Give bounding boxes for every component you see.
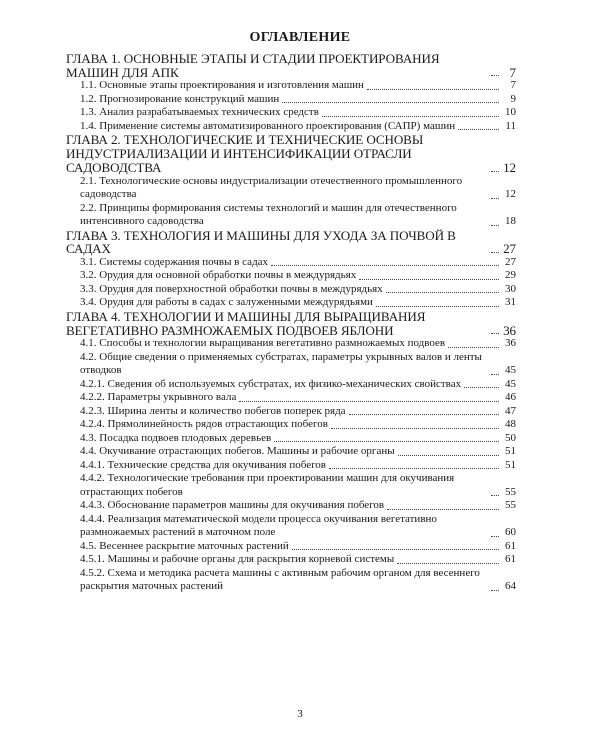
toc-entry-page: 64 [505, 580, 516, 593]
toc-entry-label: ГЛАВА 1. ОСНОВНЫЕ ЭТАПЫ И СТАДИИ ПРОЕКТИРОВАНИЯ МАШИН ДЛЯ АПК [66, 51, 440, 80]
toc-chapter-entry [66, 229, 516, 256]
toc-entry-label: 4.4.4. Реализация математической модели процесса окучивания вегетативно размножаемых растений в маточном поле [80, 512, 437, 539]
toc-dot-leader [282, 102, 499, 103]
toc-section-entry [66, 202, 516, 229]
toc-dot-leader [491, 198, 499, 199]
toc-entry-page: 55 [505, 485, 516, 498]
toc-entry-label: 4.5.2. Схема и методика расчета машины с активным рабочим органом для весеннего раскрытия маточных растений [80, 566, 480, 593]
toc-section-entry [66, 445, 516, 459]
toc-entry-label: 4.2.4. Прямолинейность рядов отрастающих побегов [80, 418, 328, 431]
toc-dot-leader [376, 306, 499, 307]
toc-entry-label: 2.2. Принципы формирования системы технологий и машин для отечественного интенсивного садоводства [80, 201, 457, 228]
toc-entry-page: 36 [505, 337, 516, 350]
toc-dot-leader [491, 333, 499, 334]
toc-entry-page: 27 [503, 241, 516, 257]
toc-entry-page: 47 [505, 404, 516, 417]
toc-dot-leader [491, 590, 499, 591]
toc-dot-leader [331, 428, 499, 429]
toc-section-entry [66, 418, 516, 432]
toc-section-entry [66, 378, 516, 392]
toc-dot-leader [359, 279, 499, 280]
toc-entry-page: 7 [510, 79, 516, 92]
toc-chapter-entry [66, 310, 516, 337]
toc-dot-leader [387, 509, 499, 510]
toc-dot-leader [322, 116, 499, 117]
toc-entry-label: 3.3. Орудия для поверхностной обработки почвы в междурядьях [80, 282, 383, 295]
toc-entry-page: 50 [505, 431, 516, 444]
toc-entry-label: 2.1. Технологические основы индустриализации отечественного промышленного садоводства [80, 174, 463, 201]
toc-dot-leader [271, 265, 499, 266]
toc-entry-label: 4.3. Посадка подвоев плодовых деревьев [80, 431, 272, 444]
toc-entry-page: 46 [505, 391, 516, 404]
toc-dot-leader [458, 129, 499, 130]
toc-entry-label: 4.2.3. Ширина ленты и количество побегов поперек ряда [80, 404, 346, 417]
toc-entry-label: 3.1. Системы содержания почвы в садах [80, 255, 269, 268]
toc-title: ОГЛАВЛЕНИЕ [249, 30, 351, 45]
toc-entry-page: 18 [505, 215, 516, 228]
toc-section-entry [66, 432, 516, 446]
toc-entry-label: 4.5. Весеннее раскрытие маточных растений [80, 539, 289, 552]
toc-dot-leader [464, 387, 499, 388]
toc-entry-page: 45 [505, 377, 516, 390]
toc-chapter-entry [66, 133, 516, 174]
toc-entry-label: 1.3. Анализ разрабатываемых технических средств [80, 106, 319, 119]
toc-section-entry [66, 106, 516, 120]
toc-section-entry [66, 79, 516, 93]
toc-entry-label: 4.2.2. Параметры укрывного вала [80, 391, 237, 404]
toc-entry-label: ГЛАВА 3. ТЕХНОЛОГИЯ И МАШИНЫ ДЛЯ УХОДА ЗА ПОЧВОЙ В САДАХ [66, 227, 456, 257]
toc-dot-leader [292, 549, 499, 550]
toc-section-entry [66, 283, 516, 297]
toc-dot-leader [491, 252, 499, 253]
toc-section-entry [66, 351, 516, 378]
toc-section-entry [66, 553, 516, 567]
toc-section-entry [66, 405, 516, 419]
page-number: 3 [297, 708, 303, 720]
toc-dot-leader [397, 563, 499, 564]
toc-entry-label: 4.2. Общие сведения о применяемых субстратах, параметры укрывных валов и ленты отводков [80, 350, 482, 377]
toc-section-entry [66, 93, 516, 107]
toc-dot-leader [491, 495, 499, 496]
toc-dot-leader [274, 441, 499, 442]
toc-entry-page: 27 [505, 255, 516, 268]
toc-entry-label: ГЛАВА 2. ТЕХНОЛОГИЧЕСКИЕ И ТЕХНИЧЕСКИЕ ОСНОВЫ ИНДУСТРИАЛИЗАЦИИ И ИНТЕНСИФИКАЦИИ ОТРАСЛИ САДОВОДСТВА [66, 132, 424, 175]
toc-section-entry [66, 459, 516, 473]
toc-chapter-entry [66, 52, 516, 79]
toc-entry-label: 4.4.1. Технические средства для окучивания побегов [80, 458, 327, 471]
toc-section-entry [66, 567, 516, 594]
toc-entry-label: 1.4. Применение системы автоматизированного проектирования (САПР) машин [80, 119, 456, 132]
toc-section-entry [66, 472, 516, 499]
table-of-contents [66, 52, 516, 594]
toc-entry-label: 3.2. Орудия для основной обработки почвы в междурядьях [80, 269, 357, 282]
toc-entry-page: 51 [505, 445, 516, 458]
toc-entry-page: 12 [505, 188, 516, 201]
toc-dot-leader [491, 171, 499, 172]
toc-entry-page: 45 [505, 364, 516, 377]
toc-entry-label: ГЛАВА 4. ТЕХНОЛОГИИ И МАШИНЫ ДЛЯ ВЫРАЩИВАНИЯ ВЕГЕТАТИВНО РАЗМНОЖАЕМЫХ ПОДВОЕВ ЯБЛОНИ [66, 308, 426, 338]
toc-entry-page: 61 [505, 539, 516, 552]
toc-dot-leader [491, 374, 499, 375]
toc-dot-leader [349, 414, 499, 415]
toc-entry-page: 61 [505, 553, 516, 566]
toc-entry-label: 4.4. Окучивание отрастающих побегов. Машины и рабочие органы [80, 445, 395, 458]
toc-section-entry [66, 296, 516, 310]
toc-dot-leader [491, 536, 499, 537]
toc-entry-page: 11 [505, 119, 516, 132]
toc-dot-leader [386, 292, 499, 293]
toc-entry-label: 1.2. Прогнозирование конструкций машин [80, 92, 280, 105]
toc-section-entry [66, 513, 516, 540]
toc-section-entry [66, 391, 516, 405]
toc-entry-label: 4.4.3. Обоснование параметров машины для окучивания побегов [80, 499, 385, 512]
toc-section-entry [66, 337, 516, 351]
toc-section-entry [66, 499, 516, 513]
toc-section-entry [66, 120, 516, 134]
toc-dot-leader [329, 468, 499, 469]
toc-entry-label: 4.2.1. Сведения об используемых субстратах, их физико-механических свойствах [80, 377, 462, 390]
toc-entry-page: 29 [505, 269, 516, 282]
toc-entry-page: 51 [505, 458, 516, 471]
toc-entry-label: 3.4. Орудия для работы в садах с залуженными междурядьями [80, 296, 373, 309]
toc-entry-page: 60 [505, 526, 516, 539]
toc-section-entry [66, 540, 516, 554]
toc-entry-page: 48 [505, 418, 516, 431]
toc-section-entry [66, 175, 516, 202]
toc-section-entry [66, 256, 516, 270]
toc-entry-label: 4.4.2. Технологические требования при проектировании машин для окучивания отрастающих побегов [80, 472, 455, 498]
toc-entry-page: 36 [503, 322, 516, 338]
toc-entry-page: 10 [505, 106, 516, 119]
toc-dot-leader [491, 225, 499, 226]
toc-entry-label: 1.1. Основные этапы проектирования и изготовления машин [80, 79, 364, 92]
toc-dot-leader [239, 401, 499, 402]
toc-entry-label: 4.5.1. Машины и рабочие органы для раскрытия корневой системы [80, 553, 395, 566]
toc-entry-page: 12 [503, 159, 516, 175]
toc-dot-leader [398, 455, 499, 456]
toc-dot-leader [448, 347, 499, 348]
toc-entry-page: 7 [509, 64, 516, 80]
toc-entry-page: 55 [505, 499, 516, 512]
toc-entry-page: 31 [505, 296, 516, 309]
toc-entry-label: 4.1. Способы и технологии выращивания вегетативно размножаемых подвоев [80, 337, 446, 350]
toc-dot-leader [367, 89, 499, 90]
toc-entry-page: 30 [505, 282, 516, 295]
toc-entry-page: 9 [510, 92, 516, 105]
toc-dot-leader [491, 75, 499, 76]
toc-section-entry [66, 269, 516, 283]
